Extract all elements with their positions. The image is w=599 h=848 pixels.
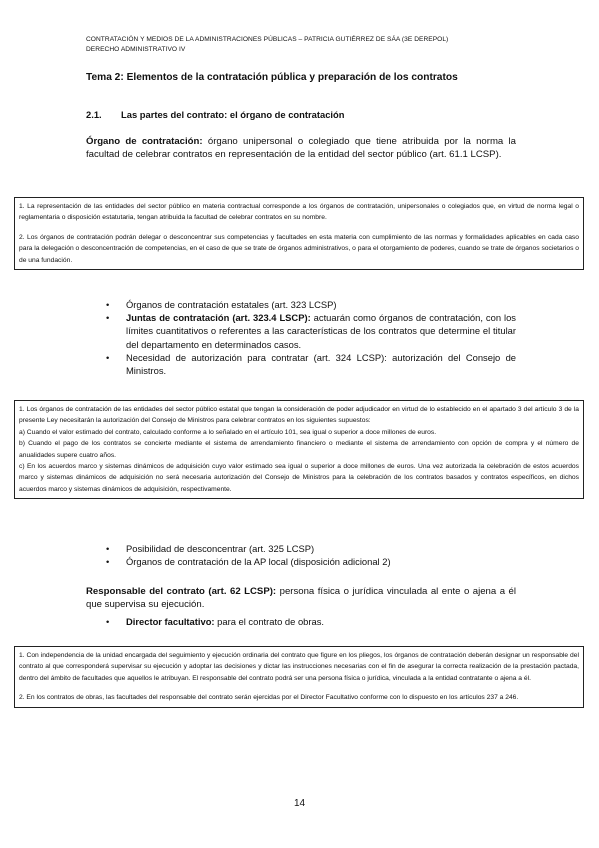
section-title: Las partes del contrato: el órgano de contratación [121,109,345,120]
box2-item-c: c) En los acuerdos marco y sistemas dinámicos de adquisición cuyo valor estimado sea igual o superior a doce millones de euros. Una vez autorizada la celebración de estos acuerdos marco y sistemas dinámicos de adquisición no será necesaria autorización del Consejo de Ministros para la celebración de los contratos basados y contratos específicos, en dichos acuerdos marco y sistemas dinámicos de adquisición, respectivamente. [19,463,579,493]
box2-item-b: b) Cuando el pago de los contratos se concierte mediante el sistema de arrendamiento financiero o mediante el sistema de arrendamiento con opción de compra y el número de anualidades supere cuatro años. [19,440,579,459]
legal-quote-box-3 [14,646,584,708]
list-item: • Órganos de contratación estatales (art. 323 LCSP) [106,299,337,310]
box2-item-a: a) Cuando el valor estimado del contrato, calculado conforme a lo señalado en el artículo 101, sea igual o superior a doce millones de euros. [19,428,437,436]
list-item: • Juntas de contratación (art. 323.4 LSCP): actuarán como órganos de contratación, con los límites cuantitativos o referentes a las características de los contratos que determine el titular del departamento en determinados casos. [106,312,516,350]
legal-quote-box-2 [14,400,584,499]
bullet-list-3 [104,615,516,628]
box2-intro: 1. Los órganos de contratación de las entidades del sector público estatal que tengan la consideración de poder adjudicador en virtud de lo establecido en el apartado 3 del artículo 3 de la presente Ley necesitarán la autorización del Consejo de Ministros para celebrar contratos en los siguientes supuestos: [19,406,579,425]
list-item: • Director facultativo: para el contrato de obras. [106,616,325,627]
bullet-list-2 [104,542,516,568]
bullet-icon: • [106,543,110,554]
bullet-icon: • [106,616,110,627]
bullet-icon: • [106,312,110,324]
organo-definition [86,136,516,162]
box1-paragraph-1: 1. La representación de las entidades del sector público en materia contractual corresponde a los órganos de contratación, unipersonales o colegiados que, en virtud de norma legal o reglamentaria o disposición estatutaria, tengan atribuida la facultad de celebrar contratos en su nombre. [19,203,579,222]
responsable-text: persona física o jurídica vinculada al ente o ajena a él que supervisa su ejecución. [86,586,516,610]
chapter-title: Tema 2: Elementos de la contratación pública y preparación de los contratos [86,72,458,83]
section-heading [86,109,344,120]
header-line-1: CONTRATACIÓN Y MEDIOS DE LA ADMINISTRACIONES PÚBLICAS – PATRICIA GUTIÉRREZ DE SÁA (3E DEREPOL) [86,36,449,43]
legal-quote-box-1 [14,197,584,270]
bullet-icon: • [106,556,110,568]
organo-term: Órgano de contratación: [86,136,203,147]
organo-text: órgano unipersonal o colegiado que tiene atribuida por la norma la facultad de celebrar contratos en representación de la entidad del sector público (art. 61.1 LCSP). [86,136,517,160]
box1-paragraph-2: 2. Los órganos de contratación podrán delegar o desconcentrar sus competencias y facultades en esta materia con cumplimiento de las normas y formalidades aplicables en cada caso para la delegación o desconcentración de competencias, en el caso de que se trate de órganos administrativos, o para el otorgamiento de poderes, cuando se trate de órganos societarios o de una fundación. [19,233,579,264]
responsable-definition [86,586,516,612]
bullet-icon: • [106,299,110,310]
bullet-icon: • [106,351,110,363]
list-item: • Necesidad de autorización para contratar (art. 324 LCSP): autorización del Consejo de Ministros. [106,351,516,377]
box3-paragraph-2: 2. En los contratos de obras, las facultades del responsable del contrato serán ejercidas por el Director Facultativo conforme con lo dispuesto en los artículos 237 a 246. [19,694,519,702]
list-item: • Posibilidad de desconcentrar (art. 325 LCSP) [106,543,315,554]
list-item: • Órganos de contratación de la AP local (disposición adicional 2) [106,556,391,568]
section-number: 2.1. [86,109,102,120]
box3-paragraph-1: 1. Con independencia de la unidad encargada del seguimiento y ejecución ordinaria del contrato que figure en los pliegos, los órganos de contratación deberán designar un responsable del contrato al que corresponderá supervisar su ejecución y adoptar las decisiones y dictar las instrucciones necesarias con el fin de asegurar la correcta realización de la prestación pactada, dentro del ámbito de facultades que aquellos le atribuyan. El responsable del contrato podrá ser una persona física o jurídica, vinculada a la entidad contratante o ajena a él. [19,652,579,682]
header-line-2: DERECHO ADMINISTRATIVO IV [86,45,186,53]
running-header [86,35,448,54]
responsable-term: Responsable del contrato (art. 62 LCSP): [86,586,277,597]
bullet-list-1 [104,298,516,377]
page-number: 14 [293,798,306,809]
